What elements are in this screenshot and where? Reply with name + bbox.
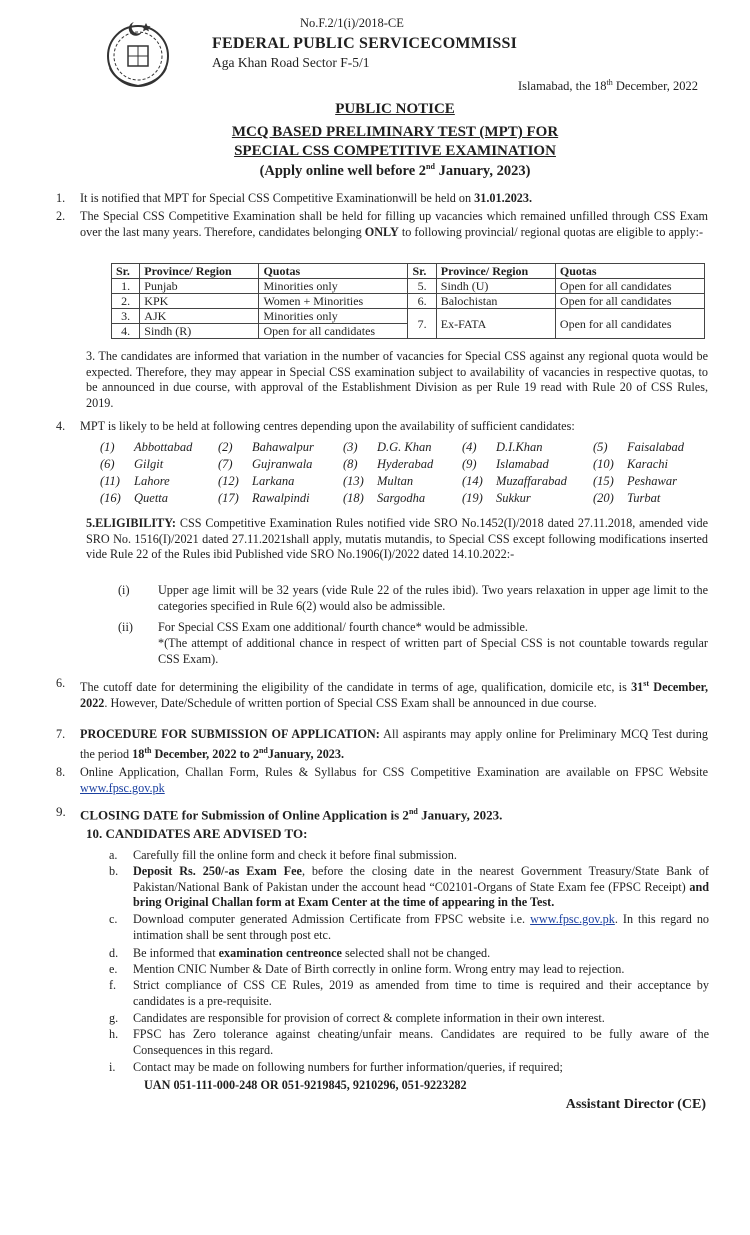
list-item: (1) Abbottabad (2) Bahawalpur (3) D.G. Khan (4) D.I.Khan (5) Faisalabad (100, 440, 684, 454)
fpsc-website-link[interactable]: www.fpsc.gov.pk (530, 912, 615, 926)
list-item: e. Mention CNIC Number & Date of Birth correctly in online form. Wrong entry may lead to rejection. (109, 962, 625, 976)
table-row: 1. Punjab Minorities only 5. Sindh (U) Open for all candidates (112, 279, 705, 294)
organization-address: Aga Khan Road Sector F-5/1 (212, 55, 370, 70)
notice-title-line-2: SPECIAL CSS COMPETITIVE EXAMINATION (234, 143, 556, 159)
eligibility-note: *(The attempt of additional chance in respect of written part of Special CSS is not countable towards regular CSS Exam). (158, 636, 708, 666)
paragraph-6: 6. The cutoff date for determining the eligibility of the candidate in terms of age, qualification, domicile etc, is 31st December, 2022. However, Date/Schedule of written portion of Special CSS Exam shall be announced in due course. (56, 676, 708, 710)
list-item: (11) Lahore (12) Larkana (13) Multan (14) Muzaffarabad (15) Peshawar (100, 474, 677, 488)
list-item: g. Candidates are responsible for provision of correct & complete information in their own interest. (109, 1011, 605, 1025)
list-item: d. Be informed that examination centreonce selected shall not be changed. (109, 946, 491, 960)
list-item: (16) Quetta (17) Rawalpindi (18) Sargodha (19) Sukkur (20) Turbat (100, 491, 661, 505)
eligibility-item-ii: (ii) For Special CSS Exam one additional/ fourth chance* would be admissible. (118, 620, 528, 634)
paragraph-10-heading: 10. CANDIDATES ARE ADVISED TO: (86, 826, 308, 841)
paragraph-9-closing-date: 9. CLOSING DATE for Submission of Online Application is 2nd January, 2023. (56, 804, 503, 823)
fpsc-seal-icon (98, 16, 178, 88)
table-header-row: Sr. Province/ Region Quotas Sr. Province/ Region Quotas (112, 264, 705, 279)
apply-deadline-line: (Apply online well before 2nd January, 2023) (259, 162, 531, 179)
paragraph-1: 1. It is notified that MPT for Special CSS Competitive Examinationwill be held on 31.01.2023. (56, 191, 533, 205)
exam-centres-list (100, 440, 710, 508)
paragraph-2: 2. The Special CSS Competitive Examination shall be held for filling up vacancies which remained unfilled through CSS Exam over the last many years. Therefore, candidates belonging ONLY to following provincial/ regional quotas are eligible to apply:- (56, 209, 708, 239)
signatory: Assistant Director (CE) (565, 1097, 706, 1112)
notice-heading: PUBLIC NOTICE (335, 101, 455, 117)
list-item: i. Contact may be made on following numbers for further information/queries, if required; (109, 1060, 563, 1074)
reference-number: No.F.2/1(i)/2018-CE (300, 16, 404, 30)
uan-contact-numbers: UAN 051-111-000-248 OR 051-9219845, 9210296, 051-9223282 (144, 1078, 467, 1092)
notice-title-line-1: MCQ BASED PRELIMINARY TEST (MPT) FOR (231, 124, 559, 140)
notice-date: Islamabad, the 18th December, 2022 (518, 78, 698, 94)
table-row: 3. AJK Minorities only 7. Ex-FATA Open for all candidates (112, 309, 705, 324)
quota-table (111, 263, 705, 339)
table-row: 2. KPK Women + Minorities 6. Balochistan Open for all candidates (112, 294, 705, 309)
list-item: a. Carefully fill the online form and check it before final submission. (109, 848, 457, 862)
paragraph-4: 4. MPT is likely to be held at following centres depending upon the availability of sufficient candidates: (56, 419, 575, 433)
list-item: c. Download computer generated Admission Certificate from FPSC website i.e. www.fpsc.gov.pk. In this regard no intimation shall be sent through post etc. (109, 912, 710, 942)
list-item: f. Strict compliance of CSS CE Rules, 2019 as amended from time to time is required and their acceptance by candidates is a pre-requisite. (109, 978, 709, 1008)
paragraph-3: 3. The candidates are informed that variation in the number of vacancies for Special CSS against any regional quota would be expected. Therefore, they may appear in Special CSS examination subject to availability of vacancies in respective quotas, to be announced in due course, with approval of the Establishment Division as per Rule 19 read with Rule 20 of CSS Rules, 2019. (86, 349, 708, 410)
organization-name: FEDERAL PUBLIC SERVICECOMMISSI (212, 35, 518, 52)
paragraph-7: 7. PROCEDURE FOR SUBMISSION OF APPLICATION: All aspirants may apply online for Preliminary MCQ Test during the period 18th December, 2022 to 2ndJanuary, 2023. (56, 727, 708, 761)
list-item: h. FPSC has Zero tolerance against cheating/unfair means. Candidates are required to be fully aware of the Consequences in this regard. (109, 1027, 709, 1057)
table-row: 4. Sindh (R) Open for all candidates (112, 324, 705, 339)
paragraph-5-eligibility: 5.ELIGIBILITY: CSS Competitive Examination Rules notified vide SRO No.1452(I)/2018 dated 27.11.2018, amended vide SRO No. 1516(I)/2021 dated 27.11.2021shall apply, mutatis mutandis, to Special CSS except following modifications inserted vide Rule 22 of the Rules ibid Published vide SRO No.1906(I)/2022 dated 14.10.2022:- (86, 516, 708, 562)
list-item: (6) Gilgit (7) Gujranwala (8) Hyderabad (9) Islamabad (10) Karachi (100, 457, 668, 471)
list-item: b. Deposit Rs. 250/-as Exam Fee, before the closing date in the nearest Government Treasury/State Bank of Pakistan/National Bank of Pakistan under the account head “C02101-Organs of State Exam fee (FPSC Receipt) and bring Original Challan form at Exam Center at the time of appearing in the Test. (109, 864, 709, 910)
eligibility-item-i: (i) Upper age limit will be 32 years (vide Rule 22 of the rules ibid). Two years relaxation in upper age limit to the categories specified in Rule 6(2) would also be admissible. (118, 583, 708, 613)
paragraph-8: 8. Online Application, Challan Form, Rules & Syllabus for CSS Competitive Examination are available on FPSC Website www.fpsc.gov.pk (56, 765, 708, 795)
fpsc-website-link[interactable]: www.fpsc.gov.pk (80, 780, 165, 795)
